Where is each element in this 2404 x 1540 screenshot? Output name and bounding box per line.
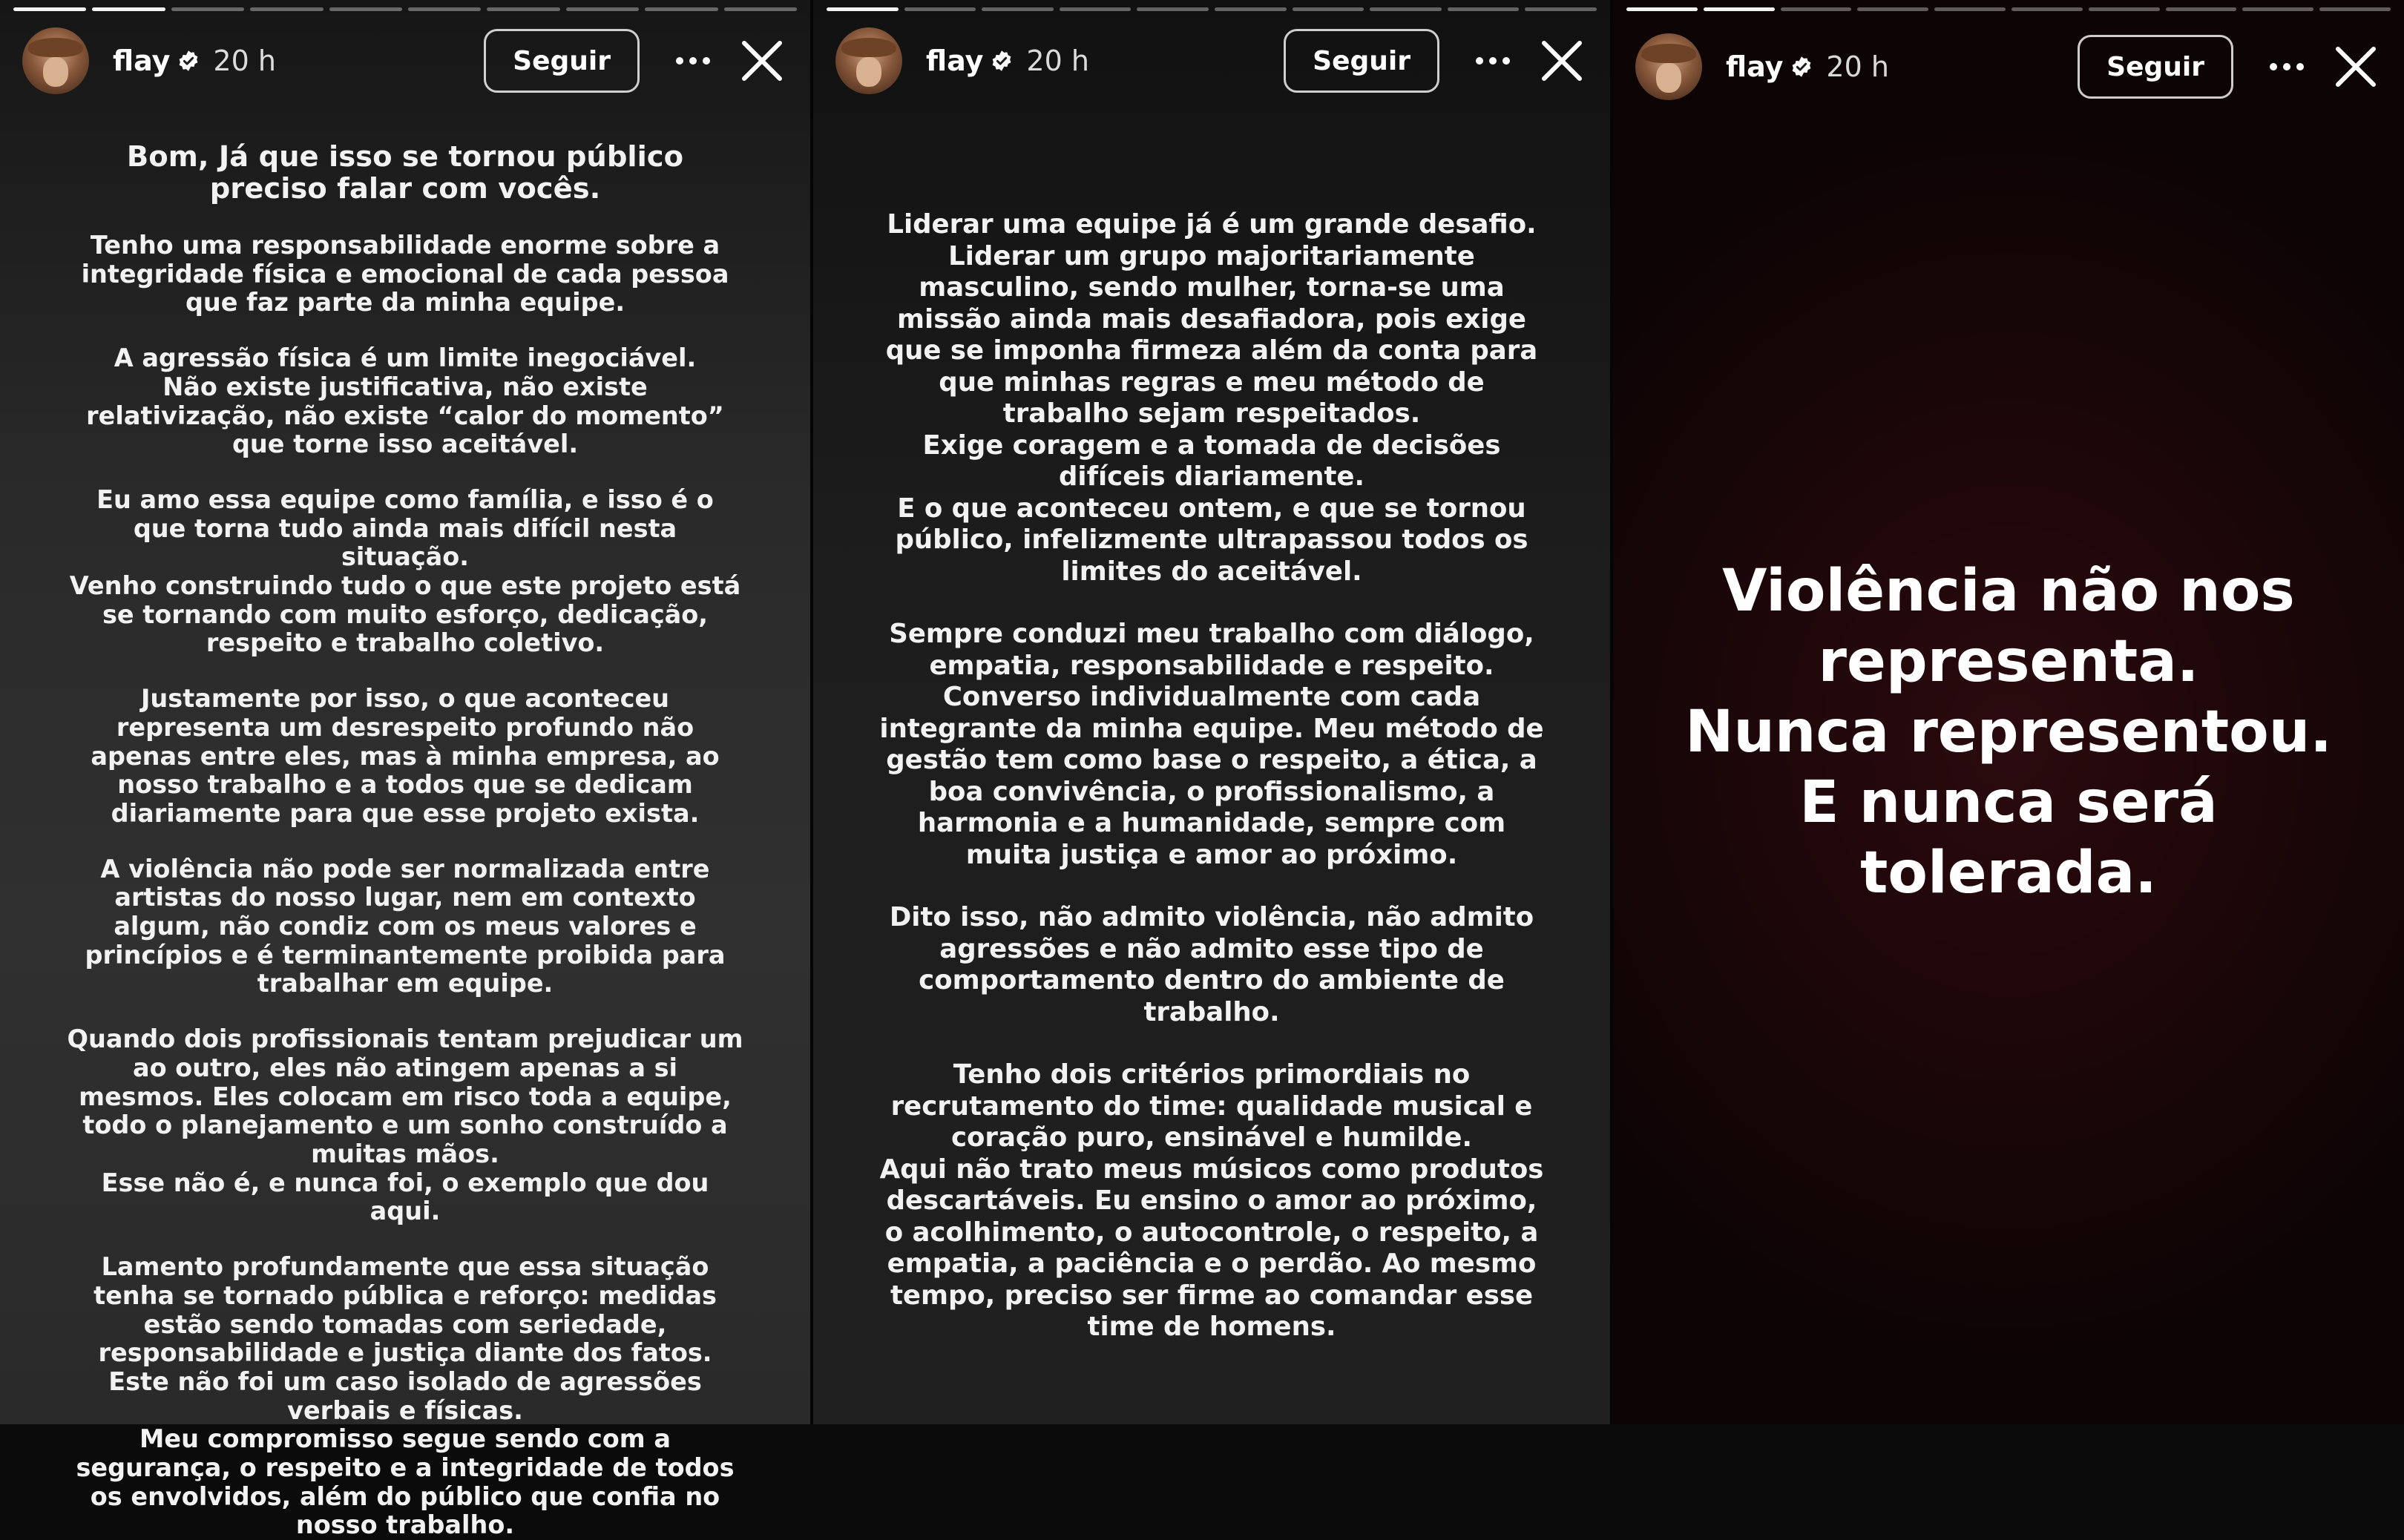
progress-segment	[1137, 7, 1209, 11]
story-header	[22, 25, 788, 96]
username[interactable]: flay	[926, 45, 984, 77]
story-paragraph: A violência não pode ser normalizada entre artistas do nosso lugar, nem em contexto algum, não condiz com os meus valores e princípios e é terminantemente proibida para trabalhar em equipe.	[85, 854, 726, 998]
story-header	[1635, 31, 2382, 102]
story-paragraph: Tenho dois critérios primordiais no recrutamento do time: qualidade musical e coração puro, ensinável e humilde. Aqui não trato meus músicos como produtos descartáveis. Eu ensino o amor ao próximo, o acolhimento, o autocontrole, o respeito, a empatia, a paciência e o perdão. Ao mesmo tempo, preciso ser firme ao comandar esse time de homens.	[879, 1059, 1544, 1342]
story-text	[67, 141, 743, 1540]
story-text	[878, 209, 1545, 1343]
story-paragraph: A agressão física é um limite inegociável. Não existe justificativa, não existe relativização, não existe “calor do momento” que torne isso aceitável.	[86, 343, 724, 459]
verified-icon	[1790, 56, 1813, 78]
progress-segment	[1370, 7, 1442, 11]
story-paragraph: Sempre conduzi meu trabalho com diálogo, empatia, responsabilidade e respeito. Converso individualmente com cada integrante da minha equipe. Meu método de gestão tem como base o respeito, a ética, a boa convivência, o profissionalismo, a harmonia e a humanidade, sempre com muita justiça e amor ao próximo.	[879, 619, 1544, 870]
follow-button[interactable]: Seguir	[484, 29, 640, 93]
more-icon	[1474, 56, 1511, 66]
progress-segment	[827, 7, 899, 11]
story-header	[835, 25, 1588, 96]
progress-segment	[171, 7, 244, 11]
close-icon	[1540, 39, 1584, 83]
story-paragraph: Bom, Já que isso se tornou público preciso falar com vocês.	[126, 140, 684, 205]
story-panel-3	[1613, 0, 2404, 1424]
more-options-button[interactable]	[671, 39, 715, 83]
progress-segment	[904, 7, 976, 11]
progress-segment	[487, 7, 559, 11]
close-button[interactable]	[1536, 35, 1588, 87]
progress-segment	[2319, 7, 2391, 11]
progress-segment	[1293, 7, 1364, 11]
story-headline	[1643, 556, 2374, 909]
story-progress-bar	[13, 7, 797, 12]
progress-segment	[1060, 7, 1132, 11]
avatar[interactable]	[1635, 33, 1702, 100]
story-paragraph: Justamente por isso, o que aconteceu representa um desrespeito profundo não apenas entre eles, mas à minha empresa, ao nosso trabalho e a todos que se dedicam diariamente para que esse projeto exista.	[91, 684, 720, 828]
progress-segment	[92, 7, 165, 11]
more-icon	[674, 56, 712, 66]
verified-icon	[991, 50, 1013, 72]
more-icon	[2268, 62, 2305, 72]
story-progress-bar	[1626, 7, 2391, 12]
progress-segment	[2166, 7, 2237, 11]
post-time: 20 h	[1826, 50, 1889, 83]
progress-segment	[2242, 7, 2313, 11]
progress-segment	[408, 7, 481, 11]
avatar[interactable]	[835, 27, 902, 94]
progress-segment	[1934, 7, 2006, 11]
story-panel-2	[813, 0, 1610, 1424]
progress-segment	[250, 7, 323, 11]
close-icon	[740, 39, 784, 83]
story-paragraph: Quando dois profissionais tentam prejudicar um ao outro, eles não atingem apenas a si mesmos. Eles colocam em risco toda a equipe, todo o planejamento e um sonho construído a muitas mãos. Esse não é, e nunca foi, o exemplo que dou aqui.	[67, 1024, 743, 1226]
progress-segment	[329, 7, 402, 11]
progress-segment	[1525, 7, 1597, 11]
story-paragraph: Dito isso, não admito violência, não admito agressões e não admito esse tipo de comportamento dentro do ambiente de trabalho.	[889, 902, 1534, 1027]
follow-button[interactable]: Seguir	[2078, 35, 2233, 99]
avatar[interactable]	[22, 27, 89, 94]
more-options-button[interactable]	[2265, 45, 2309, 89]
story-headline-text: Violência não nos representa. Nunca representou. E nunca será tolerada.	[1685, 558, 2332, 906]
progress-segment	[13, 7, 86, 11]
progress-segment	[1448, 7, 1520, 11]
progress-segment	[1704, 7, 1775, 11]
story-panel-1	[0, 0, 810, 1540]
story-paragraph: Eu amo essa equipe como família, e isso é o que torna tudo ainda mais difícil nesta situação. Venho construindo tudo o que este projeto está se tornando com muito esforço, dedicação, respeito e trabalho coletivo.	[69, 484, 741, 658]
follow-button[interactable]: Seguir	[1284, 29, 1439, 93]
progress-segment	[1857, 7, 1928, 11]
progress-segment	[2011, 7, 2083, 11]
story-progress-bar	[827, 7, 1597, 12]
progress-segment	[982, 7, 1054, 11]
story-paragraph: Lamento profundamente que essa situação tenha se tornado pública e reforço: medidas estão sendo tomadas com seriedade, responsabilidade e justiça diante dos fatos. Este não foi um caso isolado de agressões verbais e físicas. Meu compromisso segue sendo com a segurança, o respeito e a integridade de todos os envolvidos, além do público que confia no nosso trabalho.	[76, 1252, 735, 1540]
more-options-button[interactable]	[1471, 39, 1515, 83]
progress-segment	[1781, 7, 1852, 11]
progress-segment	[2089, 7, 2160, 11]
progress-segment	[1626, 7, 1698, 11]
close-button[interactable]	[2330, 41, 2382, 93]
story-paragraph: Tenho uma responsabilidade enorme sobre a integridade física e emocional de cada pessoa que faz parte da minha equipe.	[81, 231, 729, 317]
progress-segment	[724, 7, 797, 11]
username[interactable]: flay	[113, 45, 171, 77]
close-button[interactable]	[736, 35, 788, 87]
progress-segment	[566, 7, 639, 11]
progress-segment	[1215, 7, 1287, 11]
username[interactable]: flay	[1726, 50, 1784, 83]
progress-segment	[645, 7, 717, 11]
close-icon	[2334, 45, 2378, 89]
post-time: 20 h	[1026, 45, 1089, 77]
story-paragraph: Liderar uma equipe já é um grande desafio. Liderar um grupo majoritariamente masculino, sendo mulher, torna-se uma missão ainda mais desafiadora, pois exige que se imponha firmeza além da conta para que minhas regras e meu método de trabalho sejam respeitados. Exige coragem e a tomada de decisões difíceis diariamente. E o que aconteceu ontem, e que se tornou público, infelizmente ultrapassou todos os limites do aceitável.	[885, 209, 1538, 587]
post-time: 20 h	[213, 45, 276, 77]
verified-icon	[177, 50, 200, 72]
